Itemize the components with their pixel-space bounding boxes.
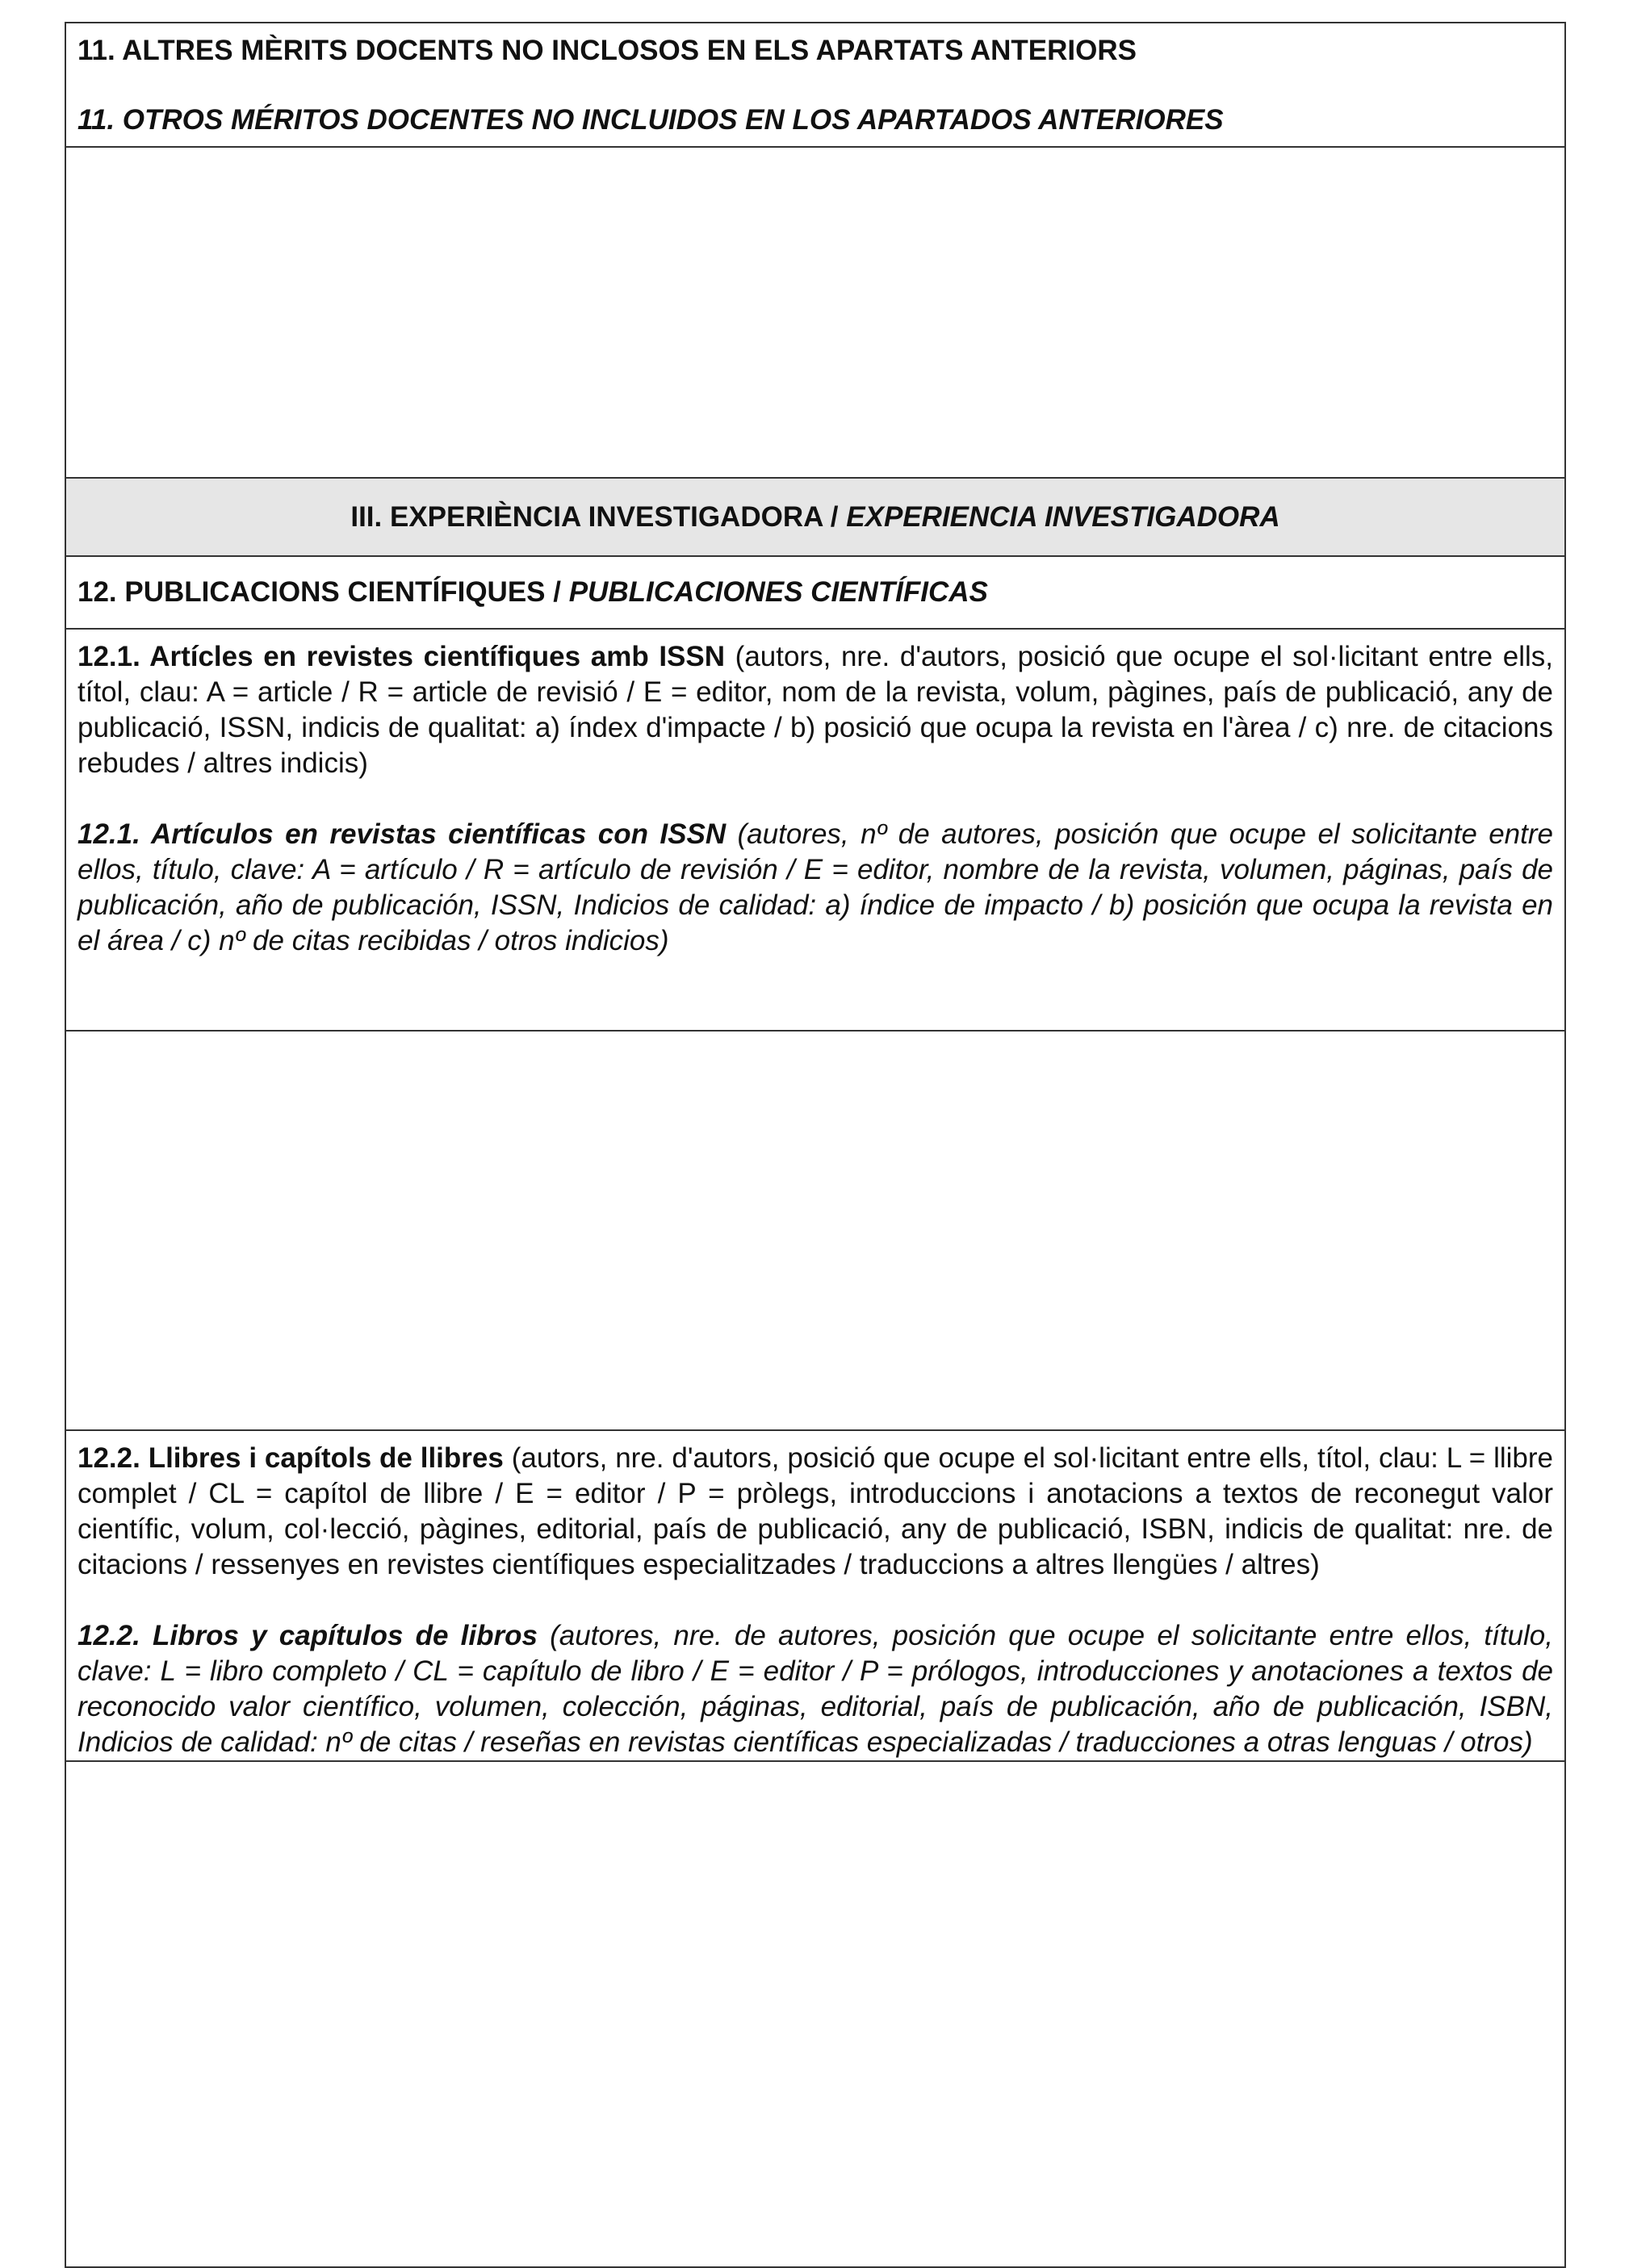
section-12-title — [77, 575, 988, 610]
section-12-title-ca: 12. PUBLICACIONS CIENTÍFIQUES / — [77, 576, 569, 608]
section-11-title-es: 11. OTROS MÉRITOS DOCENTES NO INCLUIDOS EN LOS APARTADOS ANTERIORES — [77, 104, 1224, 136]
section-12-header — [66, 557, 1564, 630]
section-12-2-header — [66, 1431, 1564, 1762]
section-11-input-area[interactable] — [66, 148, 1564, 479]
section-12-2-text-ca — [77, 1441, 1553, 1583]
section-12-1-heading-es: 12.1. Artículos en revistas científicas con ISSN — [77, 818, 727, 850]
form-table — [65, 22, 1566, 2268]
section-3-title — [350, 500, 1279, 535]
section-12-1-text-ca — [77, 639, 1553, 781]
section-12-1-header — [66, 630, 1564, 1031]
section-12-2-desc-ca: (autors, nre. d'autors, posició que ocupe el sol·licitant entre ells, títol, clau: L = llibre complet / CL = capítol de llibre / E = editor / P = pròlegs, introduccions i anotacions a textos de reconegut valor científic, volum, col·lecció, pàgines, editorial, país de publicació, any de publicació, ISBN, indicis de qualitat: nre. de citacions / ressenyes en revistes científiques especialitzades / traduccions a altres llengües / altres) — [77, 1442, 1553, 1580]
section-12-title-es: PUBLICACIONES CIENTÍFICAS — [568, 576, 988, 608]
section-12-2-heading-ca: 12.2. Llibres i capítols de llibres — [77, 1442, 504, 1474]
section-12-1-heading-ca: 12.1. Artícles en revistes científiques amb ISSN — [77, 641, 726, 672]
section-12-1-desc-es: (autores, nº de autores, posición que ocupe el solicitante entre ellos, título, clave: A = artículo / R = artículo de revisión / E = editor, nombre de la revista, volumen, páginas, país de publicación, año de publicación, ISSN, Indicios de calidad: a) índice de impacto / b) posición que ocupa la revista en el área / c) nº de citas recibidas / otros indicios) — [77, 818, 1553, 956]
section-3-title-es: EXPERIENCIA INVESTIGADORA — [846, 500, 1280, 533]
section-12-2-desc-es: (autores, nre. de autores, posición que ocupe el solicitante entre ellos, título, clave: L = libro completo / CL = capítulo de libro / E = editor / P = prólogos, introducciones y anotaciones a textos de reconocido valor científico, volumen, colección, páginas, editorial, país de publicación, año de publicación, ISBN, Indicios de calidad: nº de citas / reseñas en revistas científicas especializadas / traducciones a otras lenguas / otros) — [77, 1620, 1553, 1758]
section-11-title-ca: 11. ALTRES MÈRITS DOCENTS NO INCLOSOS EN ELS APARTATS ANTERIORS — [77, 35, 1137, 66]
section-12-2-text-es — [77, 1618, 1553, 1760]
section-12-1-input-area[interactable] — [66, 1031, 1564, 1431]
section-11-header — [66, 23, 1564, 148]
section-12-1-text-es — [77, 817, 1553, 959]
section-12-2-heading-es: 12.2. Libros y capítulos de libros — [77, 1620, 538, 1651]
section-12-2-input-area[interactable] — [66, 1762, 1564, 2266]
section-3-title-ca: III. EXPERIÈNCIA INVESTIGADORA / — [350, 500, 847, 533]
section-12-1-desc-ca: (autors, nre. d'autors, posició que ocupe el sol·licitant entre ells, títol, clau: A = article / R = article de revisió / E = editor, nom de la revista, volum, pàgines, país de publicació, any de publicació, ISSN, indicis de qualitat: a) índex d'impacte / b) posició que ocupa la revista en l'àrea / c) nre. de citacions rebudes / altres indicis) — [77, 641, 1553, 779]
section-3-header — [66, 479, 1564, 557]
